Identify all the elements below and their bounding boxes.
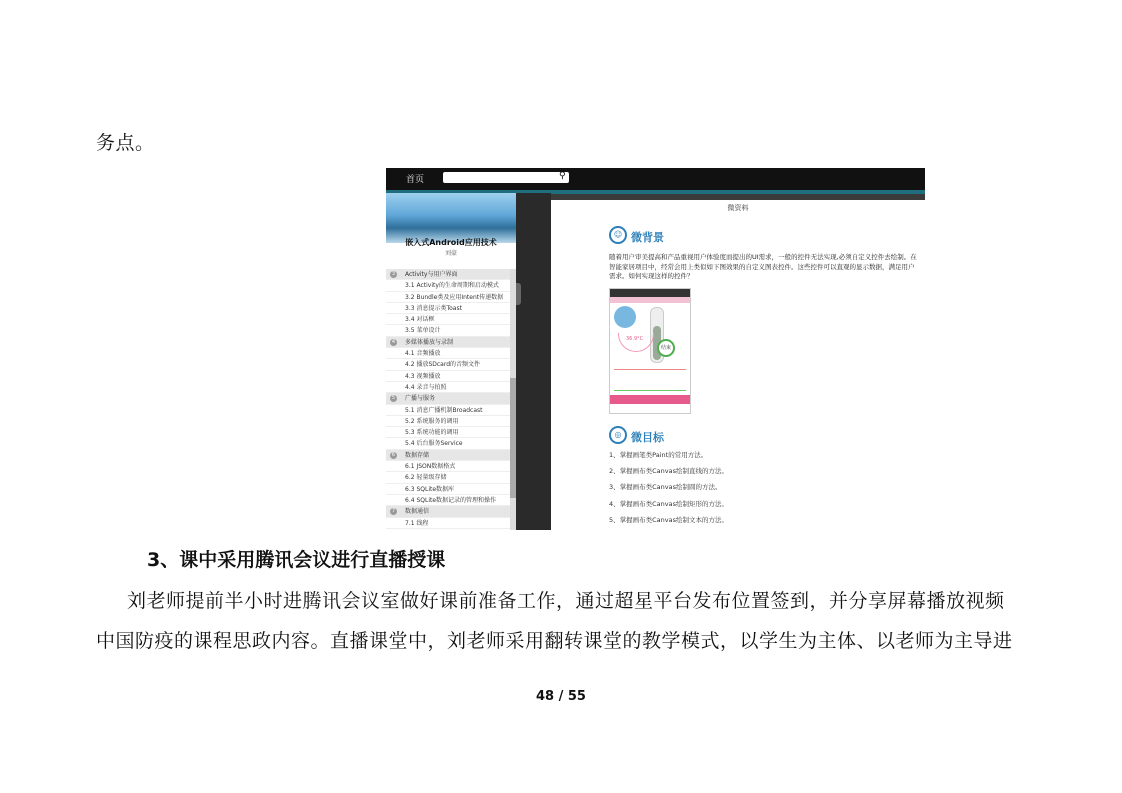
toc-item[interactable] xyxy=(386,382,510,393)
collapse-handle[interactable] xyxy=(516,283,521,305)
section-heading: 3、课中采用腾讯会议进行直播授课 xyxy=(147,549,446,571)
toc-item[interactable] xyxy=(386,371,510,382)
phone-screenshot xyxy=(609,288,691,414)
gauge-circle xyxy=(614,306,636,328)
toc-label: 7.1 线程 xyxy=(405,519,429,527)
reader-page xyxy=(551,200,925,530)
toc-item[interactable] xyxy=(386,518,510,529)
embedded-screenshot xyxy=(386,168,925,530)
toc-label: 4.4 录音与拍照 xyxy=(405,383,447,391)
toc-section[interactable] xyxy=(386,450,510,461)
page-header: 微资料 xyxy=(727,204,749,212)
toc-label: 广播与服务 xyxy=(405,395,436,403)
nav-home-link[interactable]: 首页 xyxy=(406,175,425,185)
toc-section[interactable] xyxy=(386,337,510,348)
toc-label: Activity与用户界面 xyxy=(405,271,458,278)
intro-fragment: 务点。 xyxy=(96,132,155,154)
toc-item[interactable] xyxy=(386,292,510,303)
toc-item[interactable] xyxy=(386,314,510,325)
toc-label: 5.4 后台服务Service xyxy=(405,440,463,448)
phone-bottom-bar xyxy=(610,395,690,404)
toc-label: 3.5 菜单设计 xyxy=(405,327,441,335)
toc-label: 3.1 Activity的生命周期和启动模式 xyxy=(405,282,499,290)
temperature-value: 36.9°C xyxy=(626,336,644,342)
background-icon: ☺ xyxy=(609,226,627,244)
toc-item[interactable] xyxy=(386,405,510,416)
toc-label: 5.3 系统功能的调用 xyxy=(405,429,459,437)
objective-item: 4、掌握画布类Canvas绘制矩形的方法。 xyxy=(609,500,728,508)
objective-item: 1、掌握画笔类Paint的常用方法。 xyxy=(609,451,708,459)
toc-list xyxy=(386,269,510,529)
toc-label: 6.1 JSON数据格式 xyxy=(405,463,456,471)
sidebar xyxy=(386,193,516,530)
toc-label: 6.4 SQLite数据记录的管理和操作 xyxy=(405,496,497,504)
toc-label: 3.4 对话框 xyxy=(405,316,435,324)
search-icon[interactable]: ⚲ xyxy=(559,171,566,181)
book-title: 嵌入式Android应用技术 xyxy=(405,238,497,247)
toc-section-number: 5 xyxy=(391,395,396,402)
background-title: 微背景 xyxy=(631,231,664,244)
phone-status-bar xyxy=(610,289,690,297)
toc-section-number: 6 xyxy=(391,451,396,458)
toc-item[interactable] xyxy=(386,461,510,472)
toc-section[interactable] xyxy=(386,506,510,517)
toc-item[interactable] xyxy=(386,303,510,314)
toc-section[interactable] xyxy=(386,393,510,404)
toc-item[interactable] xyxy=(386,348,510,359)
toc-item[interactable] xyxy=(386,280,510,291)
temperature-arc xyxy=(618,333,654,352)
book-cover-image xyxy=(386,193,516,243)
paragraph-line: 刘老师提前半小时进腾讯会议室做好课前准备工作，通过超星平台发布位置签到，并分享屏幕播放视频 xyxy=(127,590,1005,612)
toc-item[interactable] xyxy=(386,438,510,449)
end-button[interactable]: 结束 xyxy=(657,339,675,357)
toc-label: 多媒体播放与录制 xyxy=(405,338,454,346)
target-icon: ◎ xyxy=(609,426,627,444)
toc-item[interactable] xyxy=(386,427,510,438)
waveform-chart xyxy=(614,369,686,391)
toc-label: 4.1 音频播放 xyxy=(405,350,441,358)
objective-item: 5、掌握画布类Canvas绘制文本的方法。 xyxy=(609,516,728,524)
toc-label: 5.2 系统服务的调用 xyxy=(405,417,459,425)
top-bar xyxy=(386,168,925,190)
search-input[interactable] xyxy=(443,172,569,183)
book-author: 刘豪 xyxy=(444,250,457,257)
toc-label: 3.3 消息提示类Toast xyxy=(405,304,462,312)
toc-section[interactable] xyxy=(386,269,510,280)
toc-label: 数据通信 xyxy=(405,508,430,516)
phone-title-bar xyxy=(610,297,690,303)
toc-section-number: 3 xyxy=(391,271,396,277)
toc-item[interactable] xyxy=(386,472,510,483)
objectives-title: 微目标 xyxy=(631,431,664,444)
toc-item[interactable] xyxy=(386,484,510,495)
reader-gutter xyxy=(516,193,551,530)
toc-label: 4.2 播放SDcard的音频文件 xyxy=(405,361,481,369)
toc-label: 6.2 轻量级存储 xyxy=(405,474,447,482)
toc-section-number: 4 xyxy=(391,338,396,345)
toc-label: 3.2 Bundle类及应用Intent传递数据 xyxy=(405,293,504,301)
toc-item[interactable] xyxy=(386,416,510,427)
toc-item[interactable] xyxy=(386,495,510,506)
toc-label: 数据存储 xyxy=(405,451,430,459)
page-number: 48 / 55 xyxy=(536,689,586,704)
toc-item[interactable] xyxy=(386,359,510,370)
toc-label: 4.3 视频播放 xyxy=(405,372,441,380)
toc-label: 5.1 消息广播机制Broadcast xyxy=(405,406,483,414)
background-text: 随着用户审美提高和产品重视用户体验度而提出的UI需求，一般的控件无法实现,必须自定义控件去绘制。在智能家居项目中，经常会用上类似如下图效果的自定义图表控件。这些控件可以直观的显示数据，满足用户需求。如何实现这样的控件？ xyxy=(609,253,917,280)
objective-item: 3、掌握画布类Canvas绘制圆的方法。 xyxy=(609,483,722,491)
toc-section-number: 7 xyxy=(391,508,396,515)
objective-item: 2、掌握画布类Canvas绘制直线的方法。 xyxy=(609,467,728,475)
toc-label: 6.3 SQLite数据库 xyxy=(405,485,455,493)
toc-item[interactable] xyxy=(386,325,510,336)
paragraph-line: 中国防疫的课程思政内容。直播课堂中，刘老师采用翻转课堂的教学模式，以学生为主体、以老师为主导进 xyxy=(96,630,1013,652)
